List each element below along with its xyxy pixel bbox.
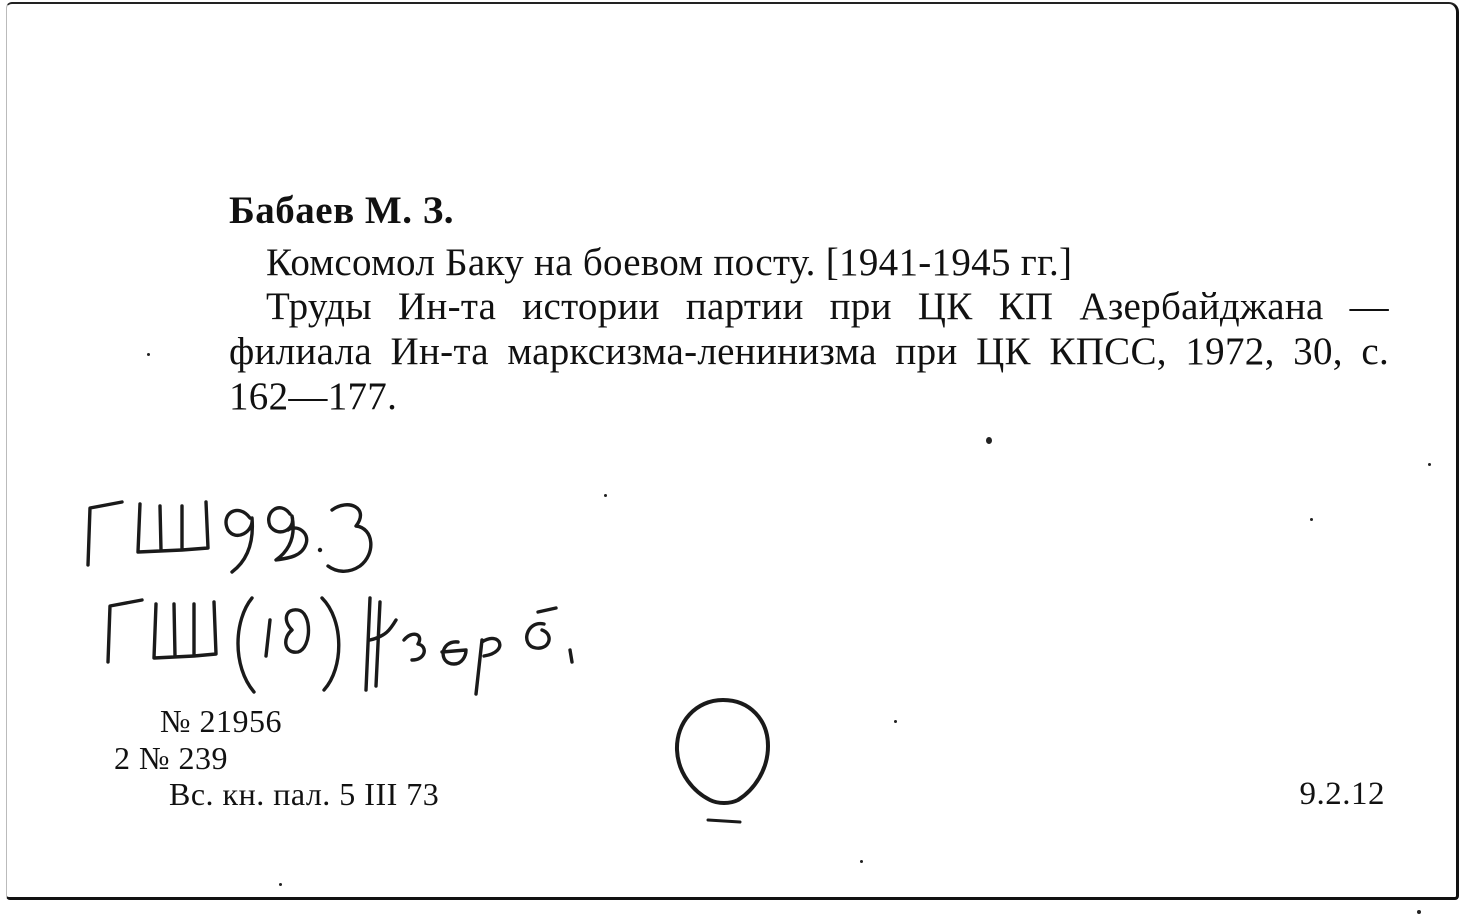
speck xyxy=(1428,463,1431,466)
speck xyxy=(279,883,282,886)
classification-code: 9.2.12 xyxy=(1299,776,1385,812)
speck xyxy=(894,720,897,723)
book-chamber-note: Вс. кн. пал. 5 III 73 xyxy=(169,776,440,812)
speck xyxy=(604,494,607,497)
publication-source: Труды Ин-та истории партии при ЦК КП Азербайджана — филиала Ин-та марксизма-ленинизма при ЦК КПСС, 1972, 30, с. 162—177. xyxy=(229,285,1389,418)
issue-number: 2 № 239 xyxy=(114,740,229,776)
work-title: Комсомол Баку на боевом посту. [1941-1945 гг.] xyxy=(266,241,1073,284)
speck xyxy=(1310,518,1313,521)
speck xyxy=(1417,910,1421,914)
handwritten-shelf-codes xyxy=(70,480,610,720)
record-number: № 21956 xyxy=(160,703,283,739)
speck xyxy=(860,860,863,863)
punch-hole xyxy=(668,690,778,830)
handwritten-code-line-1 xyxy=(88,502,371,572)
speck xyxy=(986,437,992,444)
speck xyxy=(147,353,150,356)
author-name: Бабаев М. З. xyxy=(229,189,455,232)
handwritten-code-line-2 xyxy=(108,598,572,694)
